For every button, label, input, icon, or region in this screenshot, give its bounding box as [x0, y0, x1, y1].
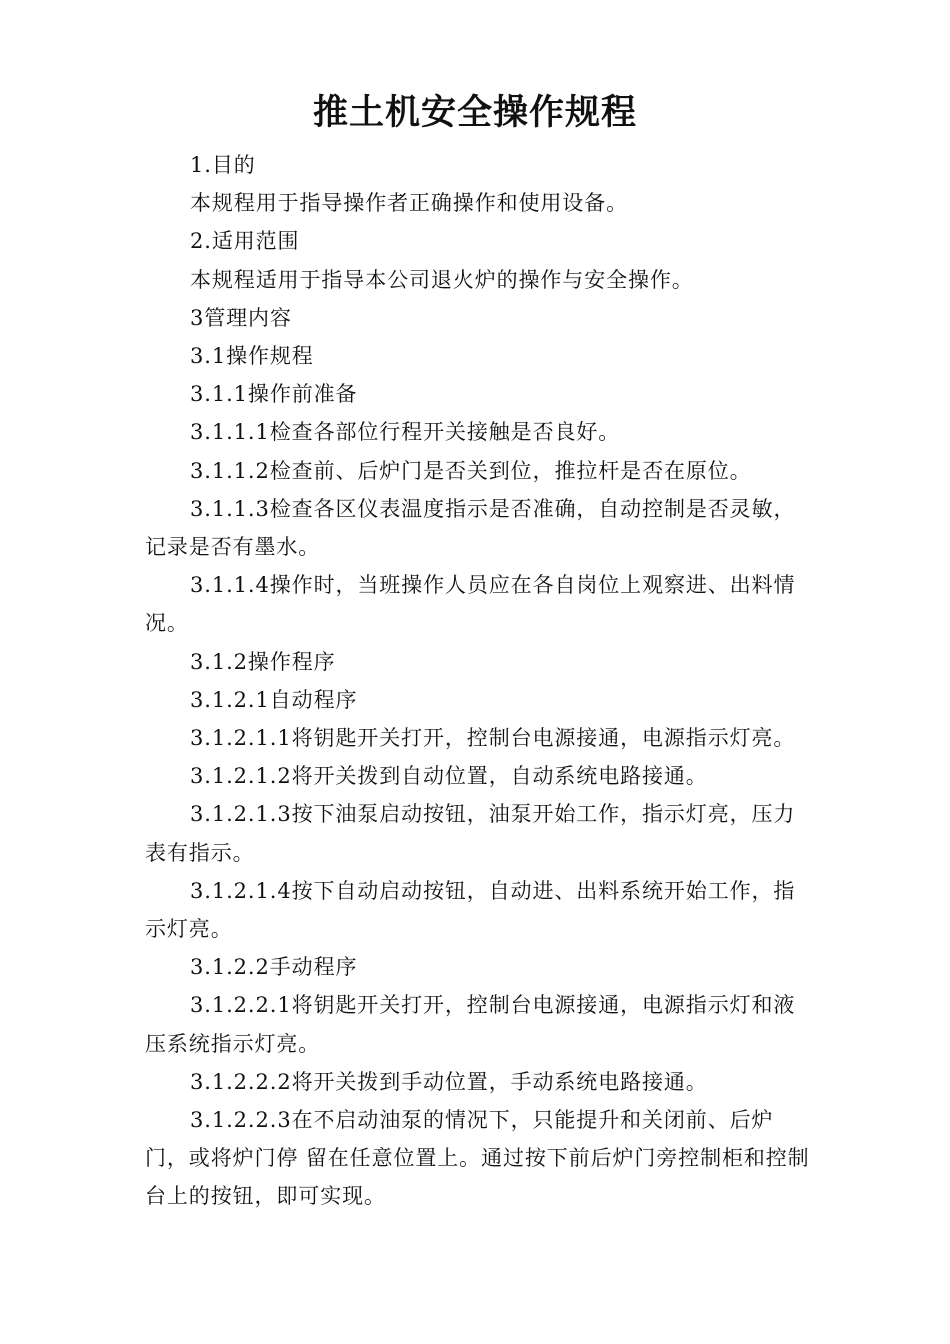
paragraph-purpose: 本规程用于指导操作者正确操作和使用设备。 [190, 191, 628, 216]
paragraph-3-1-2-1-1: 3.1.2.1.1将钥匙开关打开，控制台电源接通，电源指示灯亮。 [190, 726, 796, 751]
document-body [145, 146, 817, 1216]
section-heading-procedure: 3.1.2操作程序 [190, 649, 336, 674]
section-heading-management: 3管理内容 [190, 305, 292, 330]
paragraph-3-1-2-1-3: 3.1.2.1.3按下油泵启动按钮，油泵开始工作，指示灯亮，压力表有指示。 [145, 802, 796, 865]
section-heading-operation-rules: 3.1操作规程 [190, 344, 314, 369]
paragraph-3-1-2-1-4: 3.1.2.1.4按下自动启动按钮，自动进、出料系统开始工作，指示灯亮。 [145, 878, 796, 942]
section-heading-scope: 2.适用范围 [190, 229, 300, 254]
paragraph-3-1-2-1-2: 3.1.2.1.2将开关拨到自动位置，自动系统电路接通。 [190, 764, 708, 789]
paragraph-3-1-2-2-3: 3.1.2.2.3在不启动油泵的情况下，只能提升和关闭前、后炉门，或将炉门停 留在任意位置上。通过按下前后炉门旁控制柜和控制台上的按钮，即可实现。 [145, 1108, 810, 1209]
document-title: 推土机安全操作规程 [312, 93, 637, 133]
paragraph-3-1-1-3: 3.1.1.3检查各区仪表温度指示是否准确，自动控制是否灵敏，记录是否有墨水。 [145, 496, 796, 560]
section-heading-manual-procedure: 3.1.2.2手动程序 [190, 955, 358, 980]
paragraph-3-1-2-2-2: 3.1.2.2.2将开关拨到手动位置，手动系统电路接通。 [190, 1069, 708, 1094]
paragraph-3-1-2-2-1: 3.1.2.2.1将钥匙开关打开，控制台电源接通，电源指示灯和液压系统指示灯亮。 [145, 993, 796, 1056]
paragraph-3-1-1-2: 3.1.1.2检查前、后炉门是否关到位，推拉杆是否在原位。 [190, 458, 752, 483]
paragraph-3-1-1-1: 3.1.1.1检查各部位行程开关接触是否良好。 [190, 420, 621, 445]
paragraph-scope: 本规程适用于指导本公司退火炉的操作与安全操作。 [190, 267, 694, 292]
paragraph-3-1-1-4: 3.1.1.4操作时，当班操作人员应在各自岗位上观察进、出料情况。 [145, 573, 796, 636]
section-heading-preparation: 3.1.1操作前准备 [190, 382, 358, 407]
section-heading-auto-procedure: 3.1.2.1自动程序 [190, 687, 358, 712]
section-heading-purpose: 1.目的 [190, 153, 256, 177]
